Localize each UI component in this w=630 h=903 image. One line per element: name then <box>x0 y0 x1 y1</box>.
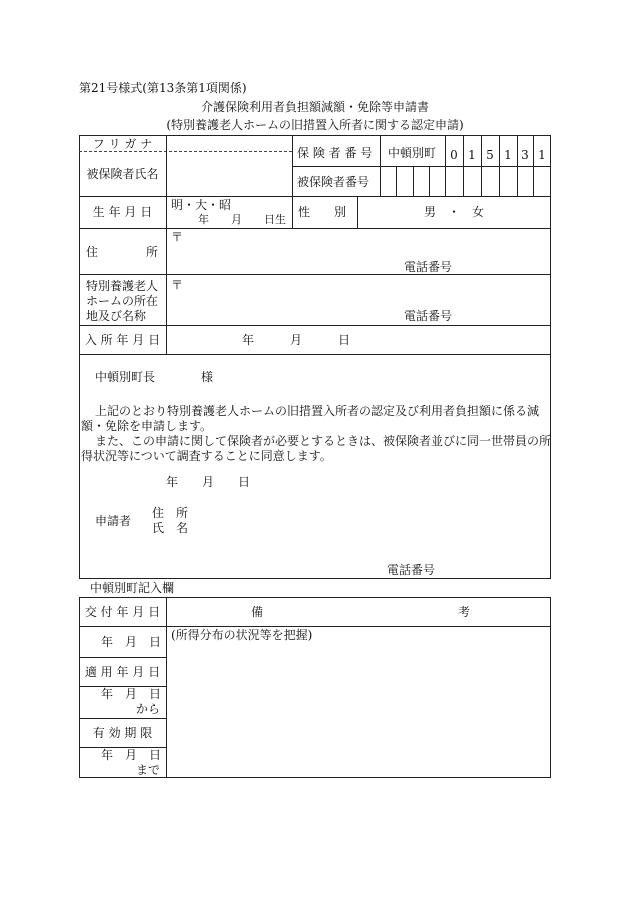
insured-number-label: 被保険者番号 <box>297 175 370 189</box>
consent-line: 得状況等について調査することに同意します。 <box>81 449 332 463</box>
birthdate-ymd[interactable]: 年 月 日生 <box>198 213 286 226</box>
from-label: から <box>136 702 161 716</box>
row-divider <box>79 196 551 197</box>
applicant-phone-label: 電話番号 <box>387 563 436 577</box>
facility-field[interactable] <box>167 275 550 325</box>
era-options[interactable]: 明・大・昭 <box>171 198 232 212</box>
furigana-label: フ リ ガ ナ <box>92 137 153 151</box>
insurer-digit: 1 <box>538 148 546 162</box>
postal-mark: 〒 <box>171 230 184 244</box>
insurer-digit: 0 <box>450 148 458 162</box>
remarks-note: (所得分布の状況等を把握) <box>171 628 313 642</box>
form-subtitle: (特別養護老人ホームの旧措置入所者に関する認定申請) <box>166 118 464 132</box>
insurer-digit: 1 <box>504 148 512 162</box>
applicant-name-label: 氏 名 <box>152 521 189 535</box>
form-title: 介護保険利用者負担額減額・免除等申請書 <box>200 100 429 114</box>
phone-label: 電話番号 <box>404 260 453 274</box>
sex-label: 性 別 <box>298 205 347 219</box>
furigana-field[interactable] <box>167 137 291 151</box>
address-label: 住 所 <box>86 245 159 259</box>
insured-number-field[interactable] <box>381 167 551 196</box>
office-section-label: 中頓別町記入欄 <box>90 581 175 595</box>
form-number: 第21号様式(第13条第1項関係) <box>79 81 247 95</box>
insured-name-field[interactable] <box>167 152 291 195</box>
applicant-address-label: 住 所 <box>152 506 189 520</box>
insurer-name: 中頓別町 <box>388 146 437 160</box>
facility-label-line3: 地及び名称 <box>86 309 147 323</box>
application-box <box>79 354 551 579</box>
remarks-label-left: 備 <box>251 605 264 619</box>
birthdate-label: 生 年 月 日 <box>92 205 153 219</box>
until-label: まで <box>136 763 161 777</box>
row-divider <box>79 718 166 719</box>
sex-options[interactable]: 男 ・ 女 <box>423 205 484 219</box>
admission-date-label: 入 所 年 月 日 <box>84 333 161 347</box>
honorific: 様 <box>201 370 214 384</box>
insurer-digit: 1 <box>468 148 476 162</box>
insurer-digit: 5 <box>486 148 494 162</box>
declaration-line: 上記のとおり特別養護老人ホームの旧措置入所者の認定及び利用者負担額に係る減 <box>95 404 540 418</box>
issue-date-ymd[interactable]: 年 月 日 <box>101 635 162 649</box>
declaration-line: 額・免除を申請します。 <box>81 419 213 433</box>
insurer-digit: 3 <box>521 148 529 162</box>
issue-date-label: 交 付 年 月 日 <box>84 605 161 619</box>
facility-label-line2: ホームの所在 <box>86 294 159 308</box>
validity-label: 有 効 期 限 <box>92 726 153 740</box>
insurer-number-label: 保 険 者 番 号 <box>297 146 373 160</box>
row-divider <box>79 325 551 326</box>
facility-label-line1: 特別養護老人 <box>86 279 159 293</box>
apply-date-label: 適 用 年 月 日 <box>84 665 161 679</box>
postal-mark: 〒 <box>171 278 184 292</box>
applicant-label: 申請者 <box>95 514 132 528</box>
address-field[interactable] <box>167 229 550 273</box>
row-divider <box>79 657 166 658</box>
insured-name-label: 被保険者氏名 <box>86 167 159 181</box>
admission-date-ymd[interactable]: 年 月 日 <box>242 333 351 347</box>
remarks-field[interactable] <box>167 627 550 777</box>
application-date[interactable]: 年 月 日 <box>166 475 251 489</box>
addressee: 中頓別町長 <box>95 370 156 384</box>
apply-date-ymd[interactable]: 年 月 日 <box>101 687 162 701</box>
consent-line: また、この申請に関して保険者が必要とするときは、被保険者並びに同一世帯員の所 <box>95 434 552 448</box>
validity-ymd[interactable]: 年 月 日 <box>101 748 162 762</box>
facility-phone-label: 電話番号 <box>404 309 453 323</box>
remarks-label-right: 考 <box>458 605 471 619</box>
column-divider <box>292 135 293 228</box>
